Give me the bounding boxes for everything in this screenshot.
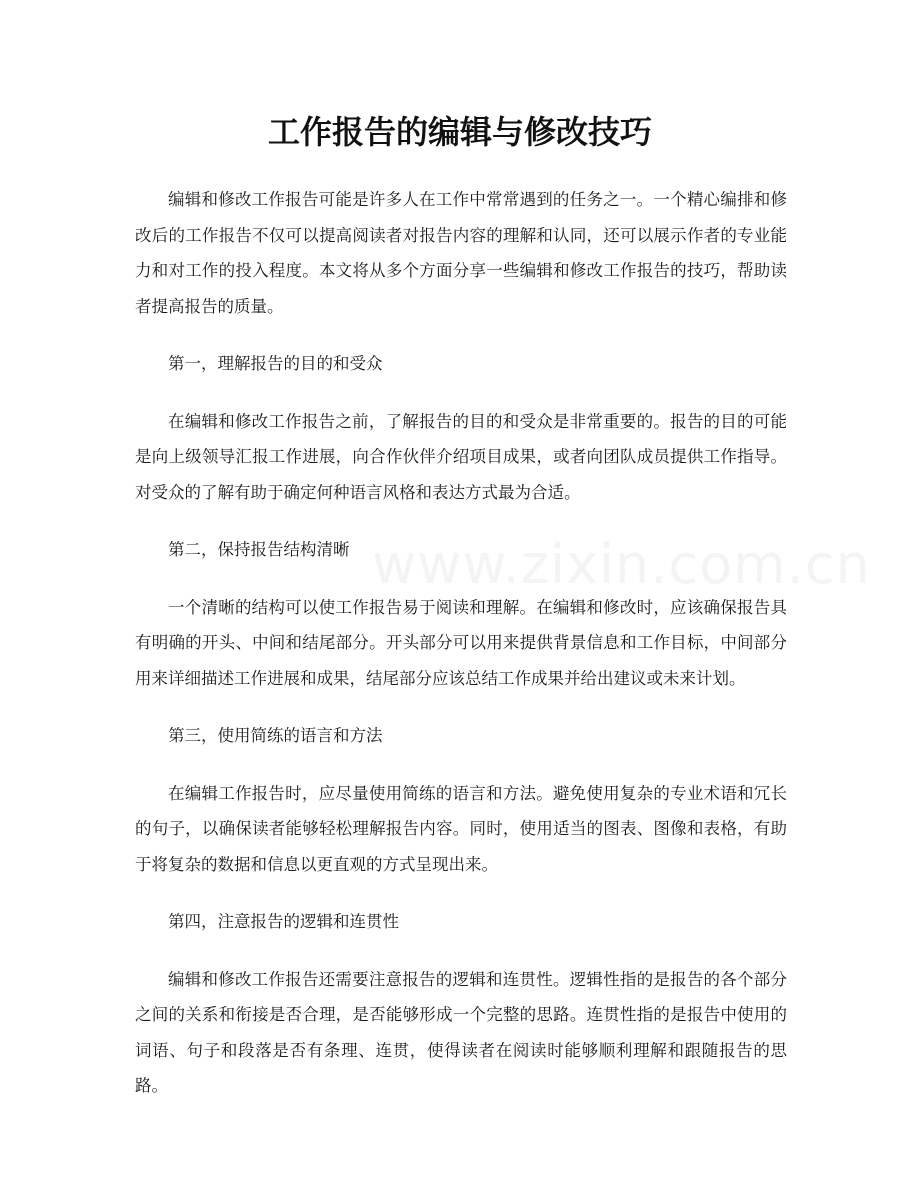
page-title: 工作报告的编辑与修改技巧 [267, 113, 652, 151]
section-paragraph-2: 一个清晰的结构可以使工作报告易于阅读和理解。在编辑和修改时，应该确保报告具有明确的开头、中间和结尾部分。开头部分可以用来提供背景信息和工作目标，中间部分用来详细描述工作进展和成果，结尾部分应该总结工作成果并给出建议或未来计划。 [135, 597, 787, 688]
document-body [135, 182, 787, 1126]
watermark: www.zixin.com.cn [372, 533, 871, 596]
section-paragraph-3: 在编辑工作报告时，应尽量使用简练的语言和方法。避免使用复杂的专业术语和冗长的句子，以确保读者能够轻松理解报告内容。同时，使用适当的图表、图像和表格，有助于将复杂的数据和信息以更直观的方式呈现出来。 [135, 783, 787, 874]
section-heading-1: 第一，理解报告的目的和受众 [168, 354, 383, 373]
section-paragraph-1: 在编辑和修改工作报告之前，了解报告的目的和受众是非常重要的。报告的目的可能是向上级领导汇报工作进展，向合作伙伴介绍项目成果，或者向团队成员提供工作指导。对受众的了解有助于确定何种语言风格和表达方式最为合适。 [135, 411, 787, 502]
intro-paragraph: 编辑和修改工作报告可能是许多人在工作中常常遇到的任务之一。一个精心编排和修改后的工作报告不仅可以提高阅读者对报告内容的理解和认同，还可以展示作者的专业能力和对工作的投入程度。本文将从多个方面分享一些编辑和修改工作报告的技巧，帮助读者提高报告的质量。 [135, 190, 787, 316]
section-heading-2: 第二，保持报告结构清晰 [168, 540, 350, 559]
section-paragraph-4: 编辑和修改工作报告还需要注意报告的逻辑和连贯性。逻辑性指的是报告的各个部分之间的关系和衔接是否合理，是否能够形成一个完整的思路。连贯性指的是报告中使用的词语、句子和段落是否有条理、连贯，使得读者在阅读时能够顺利理解和跟随报告的思路。 [135, 969, 787, 1095]
section-heading-3: 第三，使用简练的语言和方法 [168, 726, 383, 745]
section-heading-4: 第四，注意报告的逻辑和连贯性 [168, 912, 399, 931]
